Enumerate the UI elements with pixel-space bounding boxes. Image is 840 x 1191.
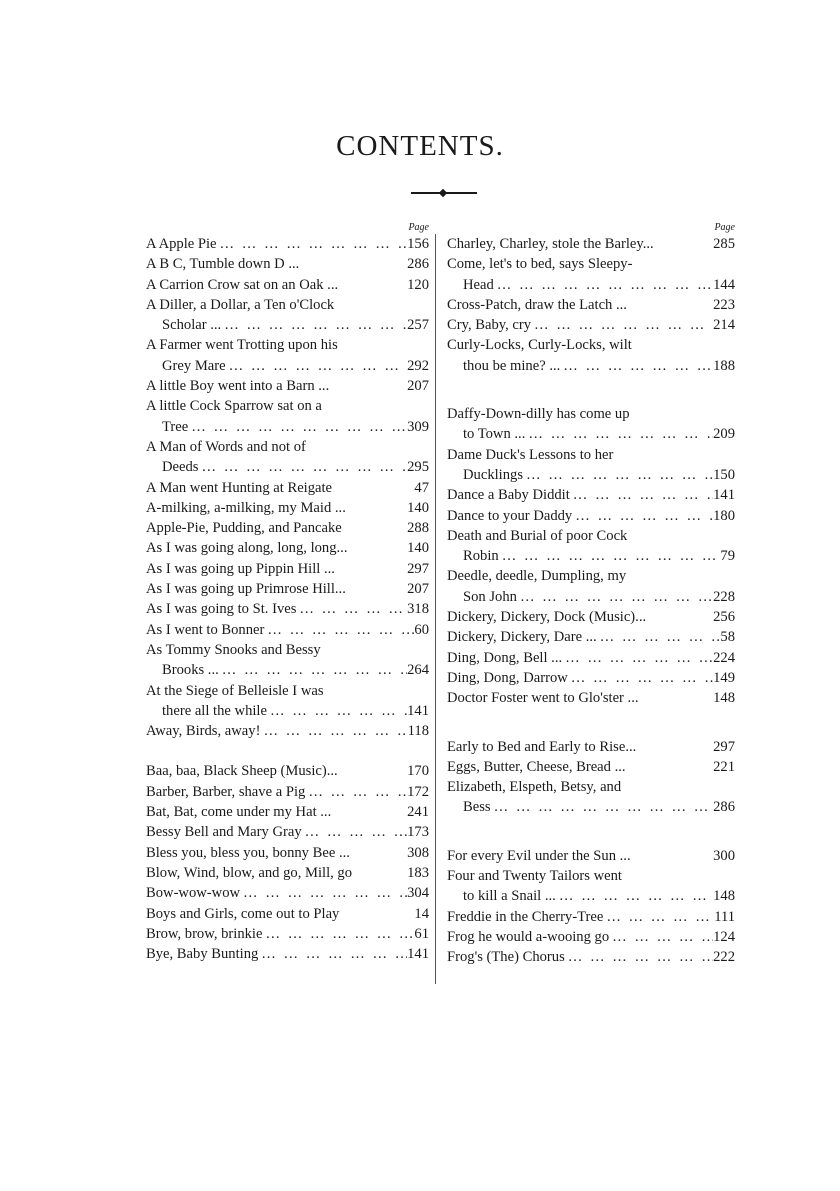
contents-entry[interactable]: [447, 424, 735, 444]
entry-page-number: 228: [713, 588, 735, 605]
entry-title: A Carrion Crow sat on an Oak ...: [146, 276, 339, 293]
entry-page-number: 111: [714, 908, 735, 925]
contents-entry[interactable]: [146, 315, 429, 335]
dot-leader: [219, 660, 407, 680]
contents-entry[interactable]: [447, 797, 735, 817]
contents-entry[interactable]: [146, 275, 429, 295]
entry-page-number: 79: [720, 548, 735, 565]
contents-entry[interactable]: [447, 465, 735, 485]
contents-entry[interactable]: [447, 757, 735, 777]
contents-entry[interactable]: [146, 863, 429, 883]
entry-page-number: 58: [720, 629, 735, 646]
entry-page-number: 286: [713, 799, 735, 816]
entry-title: Bat, Bat, come under my Hat ...: [146, 804, 332, 821]
dot-leader: [267, 701, 407, 721]
contents-entry[interactable]: [447, 275, 735, 295]
entry-page-number: 14: [414, 905, 429, 922]
dot-leader: [221, 315, 407, 335]
entry-page-number: 149: [713, 669, 735, 686]
contents-entry[interactable]: [146, 254, 429, 274]
entry-title: A little Boy went into a Barn ...: [146, 378, 330, 395]
entry-title: Barber, Barber, shave a Pig: [146, 783, 306, 800]
entry-title: Doctor Foster went to Glo'ster ...: [447, 690, 639, 707]
contents-entry[interactable]: [146, 376, 429, 396]
dot-leader: [305, 782, 407, 802]
entry-title: Eggs, Butter, Cheese, Bread ...: [447, 758, 626, 775]
entry-title: Deeds: [162, 459, 199, 476]
contents-column-right: [447, 222, 735, 968]
contents-entry[interactable]: [146, 620, 429, 640]
entry-title: Elizabeth, Elspeth, Betsy, and: [447, 779, 622, 796]
entry-page-number: 207: [407, 581, 429, 598]
contents-entry[interactable]: [146, 924, 429, 944]
contents-entry[interactable]: [146, 660, 429, 680]
section-gap: [447, 376, 735, 404]
entry-title: Early to Bed and Early to Rise...: [447, 738, 637, 755]
section-gap: [447, 709, 735, 737]
dot-leader: [302, 822, 407, 842]
dot-leader: [603, 907, 714, 927]
entry-page-number: 222: [713, 949, 735, 966]
dot-leader: [568, 668, 713, 688]
entry-title: As I was going along, long, long...: [146, 540, 348, 557]
contents-entry[interactable]: [146, 579, 429, 599]
entry-title: A Farmer went Trotting upon his: [146, 337, 338, 354]
dot-leader: [494, 275, 713, 295]
contents-entry[interactable]: [447, 234, 735, 254]
entry-page-number: 170: [407, 763, 429, 780]
dot-leader: [570, 485, 713, 505]
entry-title: Robin: [463, 548, 499, 565]
dot-leader: [499, 546, 721, 566]
dot-leader: [240, 883, 407, 903]
contents-entry[interactable]: [146, 843, 429, 863]
contents-entry[interactable]: [146, 417, 429, 437]
entry-title: Baa, baa, Black Sheep (Music)...: [146, 763, 338, 780]
entry-page-number: 140: [407, 540, 429, 557]
entry-title: A Man of Words and not of: [146, 438, 306, 455]
contents-entry[interactable]: [447, 566, 735, 586]
entry-title: Brow, brow, brinkie: [146, 925, 263, 942]
entry-title: At the Siege of Belleisle I was: [146, 682, 324, 699]
contents-entry[interactable]: [447, 627, 735, 647]
entry-title: Bow-wow-wow: [146, 885, 241, 902]
entry-page-number: 144: [713, 276, 735, 293]
contents-entry[interactable]: [146, 761, 429, 781]
entry-title: Bless you, bless you, bonny Bee ...: [146, 844, 350, 861]
entry-page-number: 308: [407, 844, 429, 861]
dot-leader: [531, 315, 713, 335]
contents-entry[interactable]: [146, 335, 429, 355]
contents-entry[interactable]: [146, 295, 429, 315]
entry-page-number: 148: [713, 888, 735, 905]
entry-title: Bye, Baby Bunting: [146, 946, 259, 963]
entry-title: Tree: [162, 418, 189, 435]
page-column-label: Page: [714, 222, 735, 233]
entry-page-number: 288: [407, 520, 429, 537]
entry-title: Dickery, Dickery, Dock (Music)...: [447, 609, 647, 626]
column-divider: [435, 234, 436, 984]
dot-leader: [525, 424, 713, 444]
contents-entry[interactable]: [447, 947, 735, 967]
contents-entry[interactable]: [447, 907, 735, 927]
entry-page-number: 318: [407, 601, 429, 618]
entry-title: Frog he would a-wooing go: [447, 928, 610, 945]
entry-title: Deedle, deedle, Dumpling, my: [447, 568, 627, 585]
entry-page-number: 295: [407, 459, 429, 476]
entry-title: Apple-Pie, Pudding, and Pancake: [146, 520, 342, 537]
entry-title: As I was going to St. Ives: [146, 601, 297, 618]
contents-entry[interactable]: [447, 927, 735, 947]
entry-title: Curly-Locks, Curly-Locks, wilt: [447, 337, 632, 354]
dot-leader: [517, 587, 713, 607]
contents-entry[interactable]: [146, 457, 429, 477]
dot-leader: [217, 234, 408, 254]
entry-page-number: 297: [713, 738, 735, 755]
contents-entry[interactable]: [447, 846, 735, 866]
contents-entry[interactable]: [146, 782, 429, 802]
entry-title: Cross-Patch, draw the Latch ...: [447, 296, 627, 313]
entry-page-number: 120: [407, 276, 429, 293]
contents-entry[interactable]: [447, 688, 735, 708]
entry-title: As I went to Bonner: [146, 621, 265, 638]
entry-title: Charley, Charley, stole the Barley...: [447, 236, 654, 252]
contents-entry[interactable]: [146, 701, 429, 721]
contents-entry[interactable]: [146, 518, 429, 538]
entry-title: to Town ...: [463, 426, 526, 443]
entry-title: A Diller, a Dollar, a Ten o'Clock: [146, 296, 335, 313]
entry-title: Son John: [463, 588, 517, 605]
entry-title: As Tommy Snooks and Bessy: [146, 641, 321, 658]
dot-leader: [226, 356, 407, 376]
entry-title: Away, Birds, away!: [146, 723, 261, 740]
dot-leader: [258, 944, 407, 964]
dot-leader: [491, 797, 714, 817]
entry-title: Blow, Wind, blow, and go, Mill, go: [146, 864, 353, 881]
dot-leader: [556, 886, 713, 906]
dot-leader: [198, 457, 407, 477]
dot-leader: [609, 927, 713, 947]
contents-entry[interactable]: [146, 822, 429, 842]
entry-page-number: 47: [414, 479, 429, 496]
contents-entry[interactable]: [146, 883, 429, 903]
contents-entry[interactable]: [146, 640, 429, 660]
entry-title: there all the while: [162, 702, 267, 719]
entry-title: Dickery, Dickery, Dare ...: [447, 629, 597, 646]
entry-page-number: 118: [407, 723, 429, 740]
entry-title: A little Cock Sparrow sat on a: [146, 398, 322, 415]
entry-title: As I was going up Pippin Hill ...: [146, 560, 335, 577]
contents-entry[interactable]: [447, 587, 735, 607]
entry-title: Head: [463, 276, 494, 293]
entry-title: Frog's (The) Chorus: [447, 949, 565, 966]
entry-page-number: 224: [713, 649, 735, 666]
dot-leader: [560, 356, 713, 376]
contents-entry[interactable]: [146, 498, 429, 518]
contents-entry[interactable]: [146, 478, 429, 498]
contents-entry[interactable]: [447, 886, 735, 906]
dot-leader: [565, 947, 713, 967]
contents-entry[interactable]: [146, 559, 429, 579]
section-gap: [146, 741, 429, 761]
entry-title: Come, let's to bed, says Sleepy-: [447, 256, 633, 273]
entry-title: Brooks ...: [162, 662, 219, 679]
contents-entry[interactable]: [447, 506, 735, 526]
entry-title: Ding, Dong, Darrow: [447, 669, 568, 686]
entry-page-number: 141: [407, 702, 429, 719]
entry-title: A-milking, a-milking, my Maid ...: [146, 499, 346, 516]
entry-title: A B C, Tumble down D ...: [146, 256, 300, 273]
entry-page-number: 148: [713, 690, 735, 707]
dot-leader: [264, 620, 414, 640]
entry-title: thou be mine? ...: [463, 357, 561, 374]
contents-entry[interactable]: [146, 538, 429, 558]
dot-leader: [260, 721, 407, 741]
contents-entry[interactable]: [447, 777, 735, 797]
contents-entry[interactable]: [447, 295, 735, 315]
entry-page-number: 156: [407, 236, 429, 252]
contents-entry[interactable]: [447, 866, 735, 886]
entry-title: As I was going up Primrose Hill...: [146, 581, 346, 598]
entry-page-number: 256: [713, 609, 735, 626]
contents-entry[interactable]: [146, 904, 429, 924]
entry-title: A Man went Hunting at Reigate: [146, 479, 333, 496]
contents-entry[interactable]: [146, 234, 429, 254]
entry-title: Ducklings: [463, 466, 523, 483]
entry-page-number: 209: [713, 426, 735, 443]
contents-entry[interactable]: [447, 254, 735, 274]
entry-page-number: 207: [407, 378, 429, 395]
entry-page-number: 141: [407, 946, 429, 963]
entry-page-number: 285: [713, 236, 735, 252]
entry-title: Scholar ...: [162, 317, 222, 334]
dot-leader: [562, 648, 713, 668]
contents-entry[interactable]: [447, 668, 735, 688]
contents-entry[interactable]: [146, 721, 429, 741]
dot-leader: [296, 599, 407, 619]
dot-leader: [597, 627, 721, 647]
entry-page-number: 241: [407, 804, 429, 821]
section-gap: [447, 818, 735, 846]
entry-page-number: 304: [407, 885, 429, 902]
contents-entry[interactable]: [447, 356, 735, 376]
entry-title: A Apple Pie: [146, 236, 217, 252]
entry-title: Bessy Bell and Mary Gray: [146, 824, 302, 841]
entry-title: Four and Twenty Tailors went: [447, 868, 622, 885]
contents-entry[interactable]: [146, 681, 429, 701]
entry-page-number: 124: [713, 928, 735, 945]
entry-page-number: 264: [407, 662, 429, 679]
entry-page-number: 221: [713, 758, 735, 775]
entry-title: For every Evil under the Sun ...: [447, 847, 631, 864]
entry-page-number: 286: [407, 256, 429, 273]
entry-page-number: 188: [713, 357, 735, 374]
entry-page-number: 223: [713, 296, 735, 313]
contents-entry[interactable]: [146, 944, 429, 964]
entry-title: Dance to your Daddy: [447, 507, 573, 524]
entry-title: Freddie in the Cherry-Tree: [447, 908, 604, 925]
page-column-label: Page: [408, 222, 429, 233]
contents-entry[interactable]: [146, 802, 429, 822]
entry-page-number: 214: [713, 317, 735, 334]
entry-title: Death and Burial of poor Cock: [447, 527, 628, 544]
entry-title: Boys and Girls, come out to Play: [146, 905, 340, 922]
entry-title: Dame Duck's Lessons to her: [447, 446, 614, 463]
contents-entry[interactable]: [447, 404, 735, 424]
dot-leader: [188, 417, 407, 437]
dot-leader: [572, 506, 713, 526]
page-title: CONTENTS.: [336, 130, 504, 162]
contents-entry[interactable]: [447, 546, 735, 566]
dot-leader: [523, 465, 713, 485]
contents-entry[interactable]: [146, 437, 429, 457]
entry-page-number: 297: [407, 560, 429, 577]
entry-title: Bess: [463, 799, 491, 816]
entry-page-number: 173: [407, 824, 429, 841]
entry-page-number: 180: [713, 507, 735, 524]
contents-entry[interactable]: [447, 315, 735, 335]
entry-page-number: 292: [407, 357, 429, 374]
contents-entry[interactable]: [146, 599, 429, 619]
entry-page-number: 183: [407, 864, 429, 881]
entry-page-number: 141: [713, 487, 735, 504]
entry-title: Grey Mare: [162, 357, 226, 374]
contents-entry[interactable]: [447, 648, 735, 668]
contents-entry[interactable]: [447, 607, 735, 627]
contents-entry[interactable]: [146, 356, 429, 376]
title-ornament: [411, 190, 477, 196]
entry-page-number: 61: [414, 925, 429, 942]
entry-page-number: 60: [414, 621, 429, 638]
contents-entry[interactable]: [447, 485, 735, 505]
entry-page-number: 257: [407, 317, 429, 334]
dot-leader: [262, 924, 414, 944]
contents-entry[interactable]: [447, 526, 735, 546]
entry-page-number: 172: [407, 783, 429, 800]
entry-title: to kill a Snail ...: [463, 888, 556, 905]
contents-column-left: [146, 222, 429, 964]
entry-page-number: 300: [713, 847, 735, 864]
entry-title: Cry, Baby, cry: [447, 317, 532, 334]
entry-page-number: 150: [713, 466, 735, 483]
entry-title: Daffy-Down-dilly has come up: [447, 406, 630, 423]
contents-entry[interactable]: [447, 445, 735, 465]
contents-entry[interactable]: [146, 396, 429, 416]
contents-entry[interactable]: [447, 737, 735, 757]
entry-page-number: 140: [407, 499, 429, 516]
entry-title: Ding, Dong, Bell ...: [447, 649, 563, 666]
entry-page-number: 309: [407, 418, 429, 435]
entry-title: Dance a Baby Diddit: [447, 487, 570, 504]
contents-entry[interactable]: [447, 335, 735, 355]
